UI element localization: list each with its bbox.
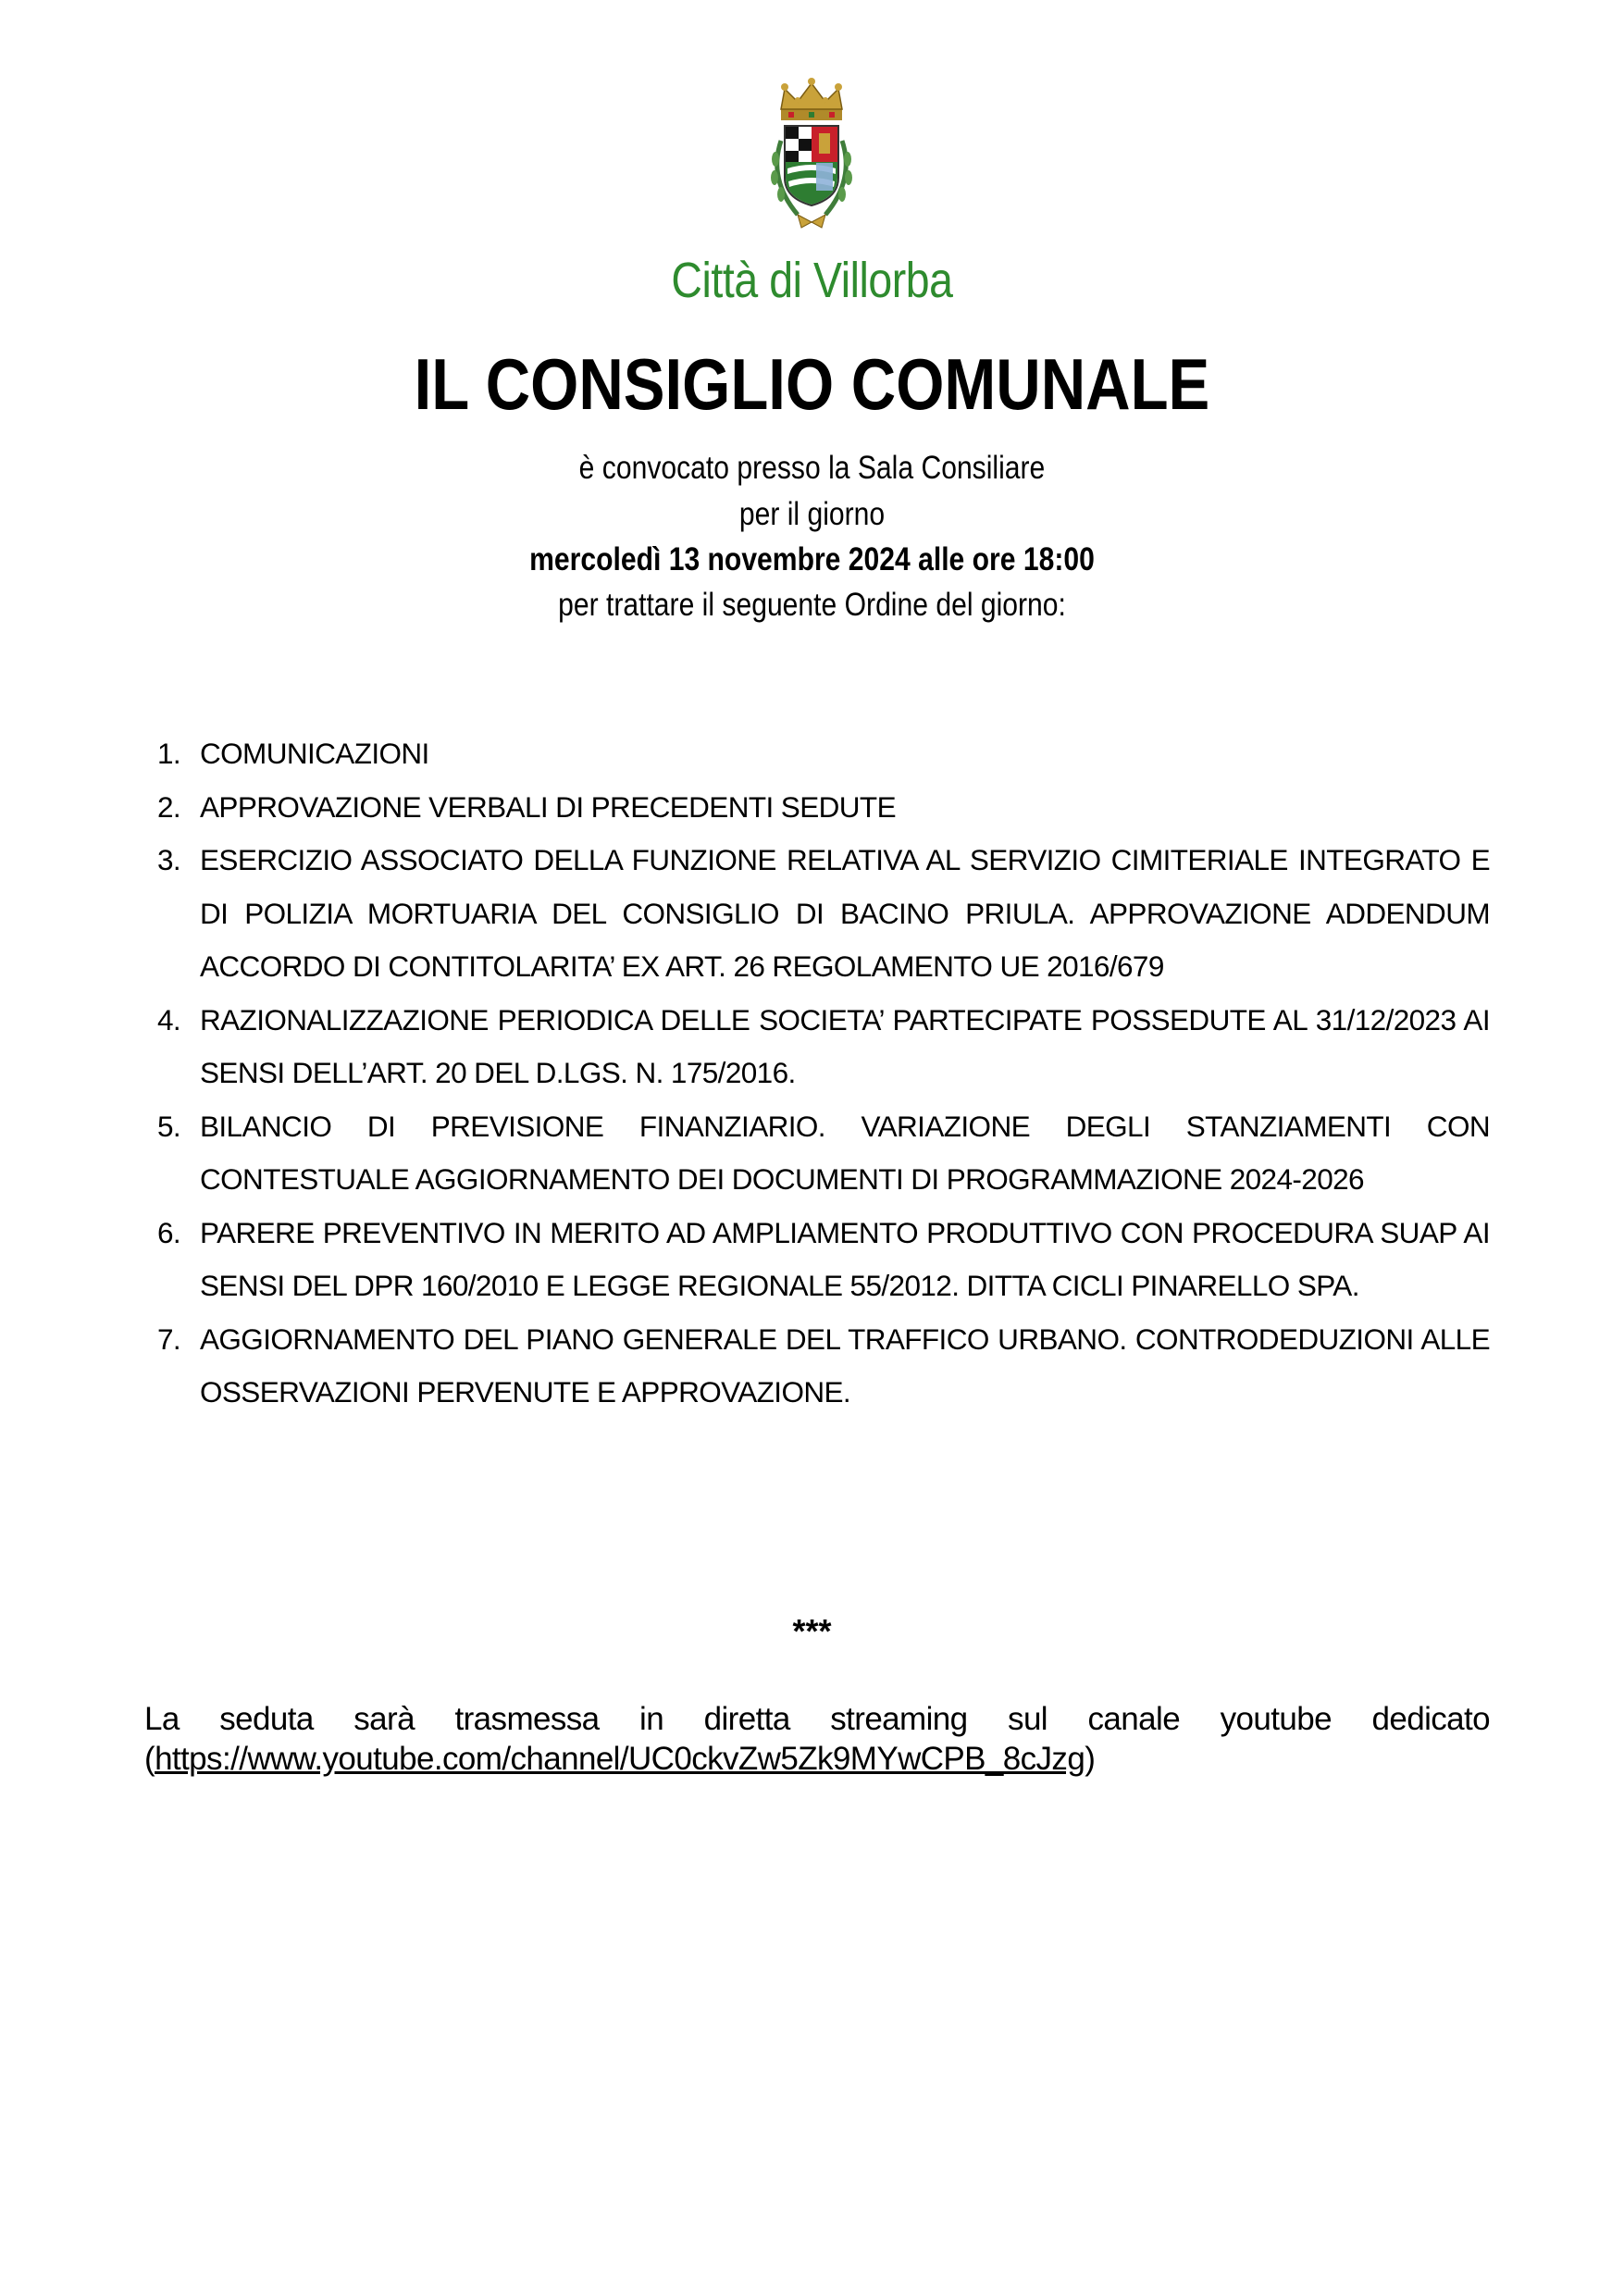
list-item <box>157 834 1490 994</box>
streaming-notice <box>144 1699 1490 1779</box>
list-item <box>157 1207 1490 1313</box>
agenda-intro: per trattare il seguente Ordine del giorno: <box>558 587 1066 623</box>
youtube-channel-link[interactable]: https://www.youtube.com/channel/UC0ckvZw5Zk9MYwCPB_8cJzg <box>155 1741 1085 1777</box>
item-number: 7. <box>157 1322 181 1356</box>
list-item <box>157 994 1490 1100</box>
municipal-coat-of-arms-icon <box>757 76 866 235</box>
item-text: BILANCIO DI PREVISIONE FINANZIARIO. VARIAZIONE DEGLI STANZIAMENTI CON CONTESTUALE AGGIORNAMENTO DEI DOCUMENTI DI PROGRAMMAZIONE 2024-2026 <box>200 1109 1490 1196</box>
list-item <box>157 1313 1490 1420</box>
item-number: 1. <box>157 737 181 770</box>
item-text: ESERCIZIO ASSOCIATO DELLA FUNZIONE RELATIVA AL SERVIZIO CIMITERIALE INTEGRATO E DI POLIZIA MORTUARIA DEL CONSIGLIO DI BACINO PRIULA. APPROVAZIONE ADDENDUM ACCORDO DI CONTITOLARITA’ EX ART. 26 REGOLAMENTO UE 2016/679 <box>200 843 1490 983</box>
item-number: 5. <box>157 1109 181 1143</box>
item-text: RAZIONALIZZAZIONE PERIODICA DELLE SOCIETA’ PARTECIPATE POSSEDUTE AL 31/12/2023 AI SENSI DELL’ART. 20 DEL D.LGS. N. 175/2016. <box>200 1002 1490 1089</box>
section-separator: *** <box>792 1612 832 1650</box>
item-number: 6. <box>157 1215 181 1249</box>
city-name: Città di Villorba <box>671 253 953 308</box>
day-label-line: per il giorno <box>738 496 886 532</box>
list-item <box>157 727 1490 781</box>
item-number: 2. <box>157 789 181 824</box>
item-text: PARERE PREVENTIVO IN MERITO AD AMPLIAMENTO PRODUTTIVO CON PROCEDURA SUAP AI SENSI DEL DPR 160/2010 E LEGGE REGIONALE 55/2012. DITTA CICLI PINARELLO SPA. <box>200 1215 1490 1302</box>
open-paren: ( <box>144 1741 155 1777</box>
page-title: IL CONSIGLIO COMUNALE <box>414 343 1210 425</box>
item-number: 3. <box>157 843 181 876</box>
list-item <box>157 781 1490 835</box>
item-number: 4. <box>157 1002 181 1036</box>
streaming-text: La seduta sarà trasmessa in diretta streaming sul canale youtube dedicato <box>144 1701 1490 1737</box>
agenda-list <box>157 727 1490 1420</box>
close-paren: ) <box>1085 1741 1096 1777</box>
list-item <box>157 1100 1490 1207</box>
convocation-line: è convocato presso la Sala Consiliare <box>578 450 1046 486</box>
item-text: AGGIORNAMENTO DEL PIANO GENERALE DEL TRAFFICO URBANO. CONTRODEDUZIONI ALLE OSSERVAZIONI PERVENUTE E APPROVAZIONE. <box>200 1322 1490 1409</box>
meeting-date: mercoledì 13 novembre 2024 alle ore 18:00 <box>529 541 1095 577</box>
item-text: APPROVAZIONE VERBALI DI PRECEDENTI SEDUTE <box>200 789 896 824</box>
item-text: COMUNICAZIONI <box>200 737 429 770</box>
